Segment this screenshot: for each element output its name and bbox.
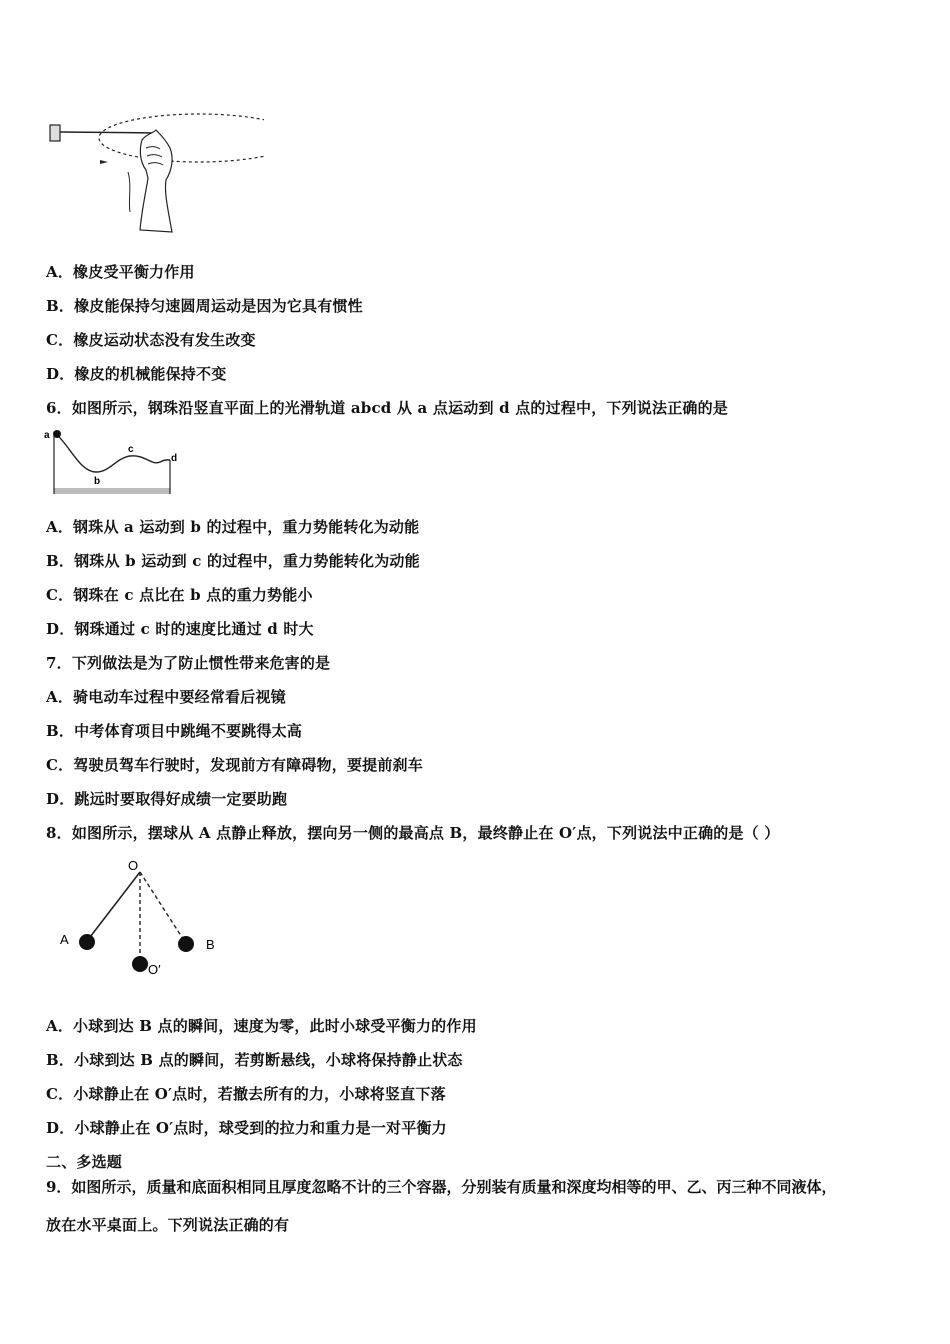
q7-option-d: D．跳远时要取得好成绩一定要助跑 (46, 790, 288, 808)
label-a: A (60, 932, 69, 947)
q7-option-a: A．骑电动车过程中要经常看后视镜 (46, 688, 286, 706)
q6-option-b: B．钢珠从 b 运动到 c 的过程中，重力势能转化为动能 (46, 552, 420, 570)
q9-stem-line2: 放在水平桌面上。下列说法正确的有 (46, 1216, 290, 1234)
q7-stem: 7．下列做法是为了防止惯性带来危害的是 (46, 654, 331, 672)
q7-option-c: C．驾驶员驾车行驶时，发现前方有障碍物，要提前刹车 (46, 756, 423, 774)
hand (140, 130, 172, 232)
string-oa (87, 872, 140, 941)
q5-option-a: A．橡皮受平衡力作用 (46, 263, 195, 281)
label-a: a (44, 430, 50, 441)
q8-stem: 8．如图所示，摆球从 A 点静止释放，摆向另一侧的最高点 B，最终静止在 O′点，下列说法中正确的是（ ） (46, 824, 780, 842)
arrow-head (100, 160, 108, 164)
q5-option-c: C．橡皮运动状态没有发生改变 (46, 331, 256, 349)
q6-option-d: D．钢珠通过 c 时的速度比通过 d 时大 (46, 620, 314, 638)
q8-option-c: C．小球静止在 O′点时，若撤去所有的力，小球将竖直下落 (46, 1085, 446, 1103)
eraser-circle-figure (44, 100, 264, 240)
circular-path (99, 114, 264, 162)
ball-o-prime (132, 956, 148, 972)
track (56, 434, 170, 472)
q9-stem-line1: 9．如图所示，质量和底面积相同且厚度忽略不计的三个容器，分别装有质量和深度均相等的甲、乙、丙三种不同液体， (46, 1178, 837, 1196)
track-figure (40, 426, 190, 498)
q8-option-a: A．小球到达 B 点的瞬间，速度为零，此时小球受平衡力的作用 (46, 1017, 477, 1035)
ball-a (79, 934, 95, 950)
eraser-block (50, 125, 60, 141)
label-o: O (128, 858, 139, 873)
label-b: b (94, 476, 101, 487)
q5-option-d: D．橡皮的机械能保持不变 (46, 365, 227, 383)
pendulum-figure (50, 852, 230, 982)
section-title: 二、多选题 (46, 1153, 123, 1171)
q6-option-c: C．钢珠在 c 点比在 b 点的重力势能小 (46, 586, 313, 604)
string (60, 132, 159, 133)
label-o-prime: O′ (148, 962, 161, 977)
q7-option-b: B．中考体育项目中跳绳不要跳得太高 (46, 722, 303, 740)
string-ob (140, 872, 185, 942)
q6-stem: 6．如图所示，钢珠沿竖直平面上的光滑轨道 abcd 从 a 点运动到 d 点的过程中，下列说法正确的是 (46, 399, 729, 417)
label-d: d (171, 453, 178, 464)
label-c: c (128, 444, 134, 455)
label-b: B (206, 937, 215, 952)
q8-option-d: D．小球静止在 O′点时，球受到的拉力和重力是一对平衡力 (46, 1119, 447, 1137)
steel-ball (53, 430, 61, 438)
ground (54, 488, 170, 494)
q6-option-a: A．钢珠从 a 运动到 b 的过程中，重力势能转化为动能 (46, 518, 420, 536)
q5-option-b: B．橡皮能保持匀速圆周运动是因为它具有惯性 (46, 297, 363, 315)
q8-option-b: B．小球到达 B 点的瞬间，若剪断悬线，小球将保持静止状态 (46, 1051, 463, 1069)
ball-b (178, 936, 194, 952)
